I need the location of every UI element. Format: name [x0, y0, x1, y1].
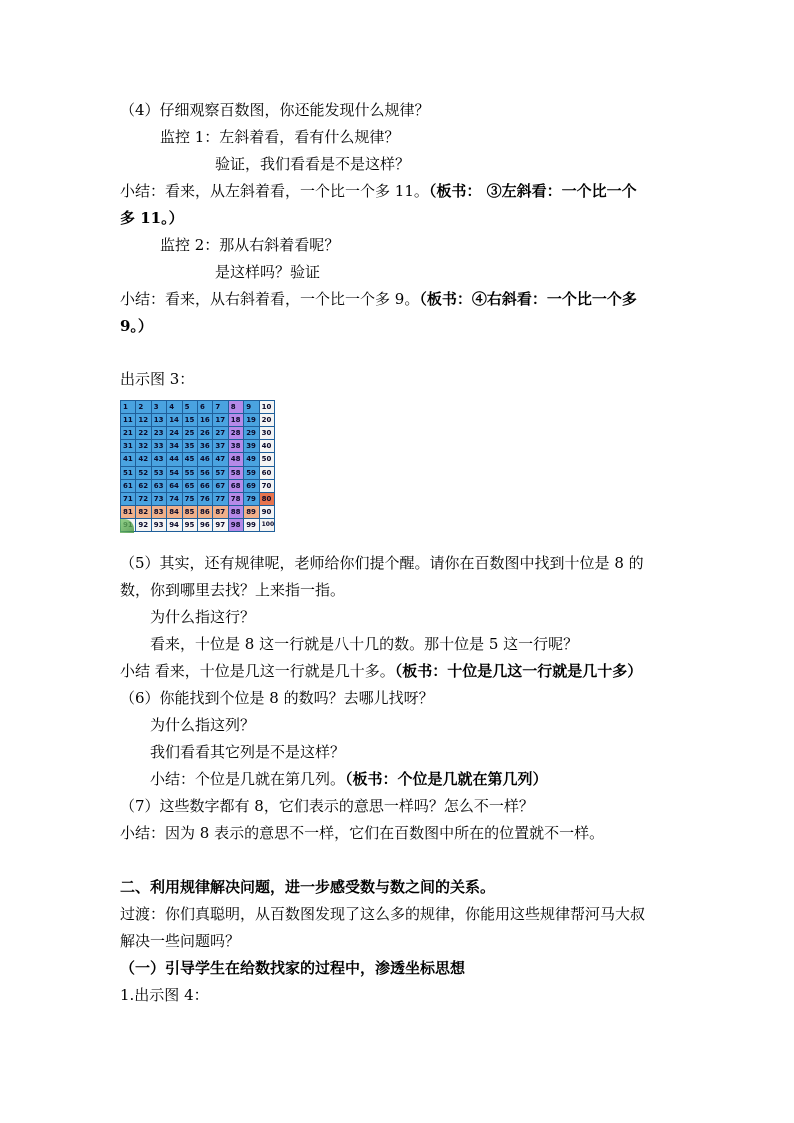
grid-cell-69: 69 — [244, 480, 258, 492]
grid-cell-28: 28 — [229, 427, 243, 439]
summary-1-text: 小结：看来，从左斜着看，一个比一个多 11。 — [120, 182, 429, 200]
grid-cell-35: 35 — [183, 440, 197, 452]
board-note-3: （板书：十位是几这一行就是几十多） — [394, 662, 643, 680]
grid-cell-80: 80 — [260, 493, 274, 505]
grid-cell-87: 87 — [213, 506, 227, 518]
tens-digit-note: 看来，十位是 8 这一行就是八十几的数。那十位是 5 这一行呢？ — [150, 635, 579, 653]
grid-cell-12: 12 — [136, 414, 150, 426]
verify-2: 是这样吗？验证 — [215, 263, 321, 281]
transition-line-2: 解决一些问题吗？ — [120, 932, 241, 950]
grid-cell-14: 14 — [167, 414, 181, 426]
grid-cell-37: 37 — [213, 440, 227, 452]
grid-cell-83: 83 — [152, 506, 166, 518]
board-note-2: （板书：④右斜看：一个比一个多 — [419, 290, 637, 308]
grid-cell-18: 18 — [229, 414, 243, 426]
grid-cell-39: 39 — [244, 440, 258, 452]
grid-cell-42: 42 — [136, 453, 150, 465]
grid-cell-50: 50 — [260, 453, 274, 465]
grid-cell-49: 49 — [244, 453, 258, 465]
grid-cell-52: 52 — [136, 467, 150, 479]
grid-cell-71: 71 — [121, 493, 135, 505]
grid-cell-58: 58 — [229, 467, 243, 479]
grid-cell-51: 51 — [121, 467, 135, 479]
grid-cell-60: 60 — [260, 467, 274, 479]
summary-1-line-2: 多 11。） — [120, 209, 184, 227]
grid-cell-88: 88 — [229, 506, 243, 518]
summary-4 — [150, 766, 548, 793]
grid-cell-95: 95 — [183, 519, 197, 531]
grid-cell-47: 47 — [213, 453, 227, 465]
grid-cell-25: 25 — [183, 427, 197, 439]
board-note-4: （板书：个位是几就在第几列） — [345, 770, 548, 788]
grid-cell-62: 62 — [136, 480, 150, 492]
grid-cell-46: 46 — [198, 453, 212, 465]
verify-1: 验证，我们看看是不是这样？ — [215, 155, 411, 173]
grid-cell-11: 11 — [121, 414, 135, 426]
grid-cell-30: 30 — [260, 427, 274, 439]
grid-cell-98: 98 — [229, 519, 243, 531]
grid-cell-40: 40 — [260, 440, 274, 452]
grid-cell-17: 17 — [213, 414, 227, 426]
grid-cell-1: 1 — [121, 401, 135, 413]
board-note-1: （板书： ③左斜看：一个比一个 — [428, 182, 637, 200]
grid-cell-44: 44 — [167, 453, 181, 465]
transition-line-1: 过渡：你们真聪明，从百数图发现了这么多的规律，你能用这些规律帮河马大叔 — [120, 905, 646, 923]
grid-cell-64: 64 — [167, 480, 181, 492]
figure-3-label: 出示图 3： — [120, 370, 195, 388]
summary-4-text: 小结：个位是几就在第几列。 — [150, 770, 346, 788]
grid-cell-38: 38 — [229, 440, 243, 452]
grid-cell-85: 85 — [183, 506, 197, 518]
summary-2-text: 小结：看来，从右斜着看，一个比一个多 9。 — [120, 290, 420, 308]
grid-cell-23: 23 — [152, 427, 166, 439]
summary-3 — [120, 658, 642, 685]
grid-cell-99: 99 — [244, 519, 258, 531]
grid-cell-4: 4 — [167, 401, 181, 413]
grid-cell-53: 53 — [152, 467, 166, 479]
grid-cell-72: 72 — [136, 493, 150, 505]
check-columns: 我们看看其它列是不是这样？ — [150, 743, 346, 761]
question-4: （4）仔细观察百数图，你还能发现什么规律？ — [120, 101, 430, 119]
grid-cell-45: 45 — [183, 453, 197, 465]
grid-cell-9: 9 — [244, 401, 258, 413]
grid-cell-27: 27 — [213, 427, 227, 439]
grid-cell-97: 97 — [213, 519, 227, 531]
grid-cell-21: 21 — [121, 427, 135, 439]
grid-cell-13: 13 — [152, 414, 166, 426]
grid-cell-78: 78 — [229, 493, 243, 505]
grid-cell-31: 31 — [121, 440, 135, 452]
grid-cell-7: 7 — [213, 401, 227, 413]
question-6: （6）你能找到个位是 8 的数吗？去哪儿找呀？ — [120, 689, 434, 707]
grid-cell-15: 15 — [183, 414, 197, 426]
question-5-line-2: 数，你到哪里去找？上来指一指。 — [120, 581, 346, 599]
grid-cell-56: 56 — [198, 467, 212, 479]
grid-cell-82: 82 — [136, 506, 150, 518]
grid-cell-76: 76 — [198, 493, 212, 505]
grid-cell-33: 33 — [152, 440, 166, 452]
section-2-heading: 二、利用规律解决问题，进一步感受数与数之间的关系。 — [120, 878, 496, 896]
grid-cell-5: 5 — [183, 401, 197, 413]
grid-cell-43: 43 — [152, 453, 166, 465]
grid-cell-70: 70 — [260, 480, 274, 492]
grid-cell-77: 77 — [213, 493, 227, 505]
grid-cell-100: 100 — [260, 519, 274, 531]
grid-cell-59: 59 — [244, 467, 258, 479]
grid-cell-68: 68 — [229, 480, 243, 492]
grid-cell-93: 93 — [152, 519, 166, 531]
summary-3-text: 小结 看来，十位是几这一行就是几十多。 — [120, 662, 395, 680]
grid-cell-22: 22 — [136, 427, 150, 439]
why-row: 为什么指这行？ — [150, 608, 256, 626]
grid-cell-55: 55 — [183, 467, 197, 479]
monitor-2: 监控 2：那从右斜着看呢？ — [160, 236, 340, 254]
grid-cell-29: 29 — [244, 427, 258, 439]
summary-5: 小结：因为 8 表示的意思不一样，它们在百数图中所在的位置就不一样。 — [120, 824, 605, 842]
grid-cell-96: 96 — [198, 519, 212, 531]
summary-2-line-1 — [120, 286, 637, 313]
figure-4-label: 1.出示图 4： — [120, 986, 209, 1004]
grid-cell-61: 61 — [121, 480, 135, 492]
grid-cell-92: 92 — [136, 519, 150, 531]
grid-cell-41: 41 — [121, 453, 135, 465]
grid-cell-86: 86 — [198, 506, 212, 518]
why-column: 为什么指这列？ — [150, 716, 256, 734]
grid-cell-84: 84 — [167, 506, 181, 518]
grid-cell-10: 10 — [260, 401, 274, 413]
grid-cell-74: 74 — [167, 493, 181, 505]
grid-cell-73: 73 — [152, 493, 166, 505]
grid-cell-75: 75 — [183, 493, 197, 505]
monitor-1: 监控 1：左斜着看，看有什么规律？ — [160, 128, 400, 146]
grid-cell-63: 63 — [152, 480, 166, 492]
grid-cell-3: 3 — [152, 401, 166, 413]
grid-cell-24: 24 — [167, 427, 181, 439]
summary-2-line-2: 9。） — [120, 317, 153, 335]
grid-cell-20: 20 — [260, 414, 274, 426]
grid-cell-67: 67 — [213, 480, 227, 492]
grid-cell-90: 90 — [260, 506, 274, 518]
grid-cell-34: 34 — [167, 440, 181, 452]
grid-cell-2: 2 — [136, 401, 150, 413]
hundred-chart-grid — [120, 400, 275, 532]
summary-1-line-1 — [120, 178, 637, 205]
grid-cell-8: 8 — [229, 401, 243, 413]
grid-cell-79: 79 — [244, 493, 258, 505]
grid-cell-57: 57 — [213, 467, 227, 479]
grid-cell-19: 19 — [244, 414, 258, 426]
grid-cell-36: 36 — [198, 440, 212, 452]
question-7: （7）这些数字都有 8，它们表示的意思一样吗？怎么不一样？ — [120, 797, 534, 815]
grid-cell-65: 65 — [183, 480, 197, 492]
grid-cell-16: 16 — [198, 414, 212, 426]
sub-heading: （一）引导学生在给数找家的过程中，渗透坐标思想 — [120, 959, 466, 977]
grid-cell-66: 66 — [198, 480, 212, 492]
grid-cell-94: 94 — [167, 519, 181, 531]
grid-cell-54: 54 — [167, 467, 181, 479]
grid-cell-32: 32 — [136, 440, 150, 452]
grid-cell-48: 48 — [229, 453, 243, 465]
grid-cell-6: 6 — [198, 401, 212, 413]
grid-cell-81: 81 — [121, 506, 135, 518]
grid-cell-26: 26 — [198, 427, 212, 439]
question-5-line-1: （5）其实，还有规律呢，老师给你们提个醒。请你在百数图中找到十位是 8 的 — [120, 554, 644, 572]
grid-cell-89: 89 — [244, 506, 258, 518]
